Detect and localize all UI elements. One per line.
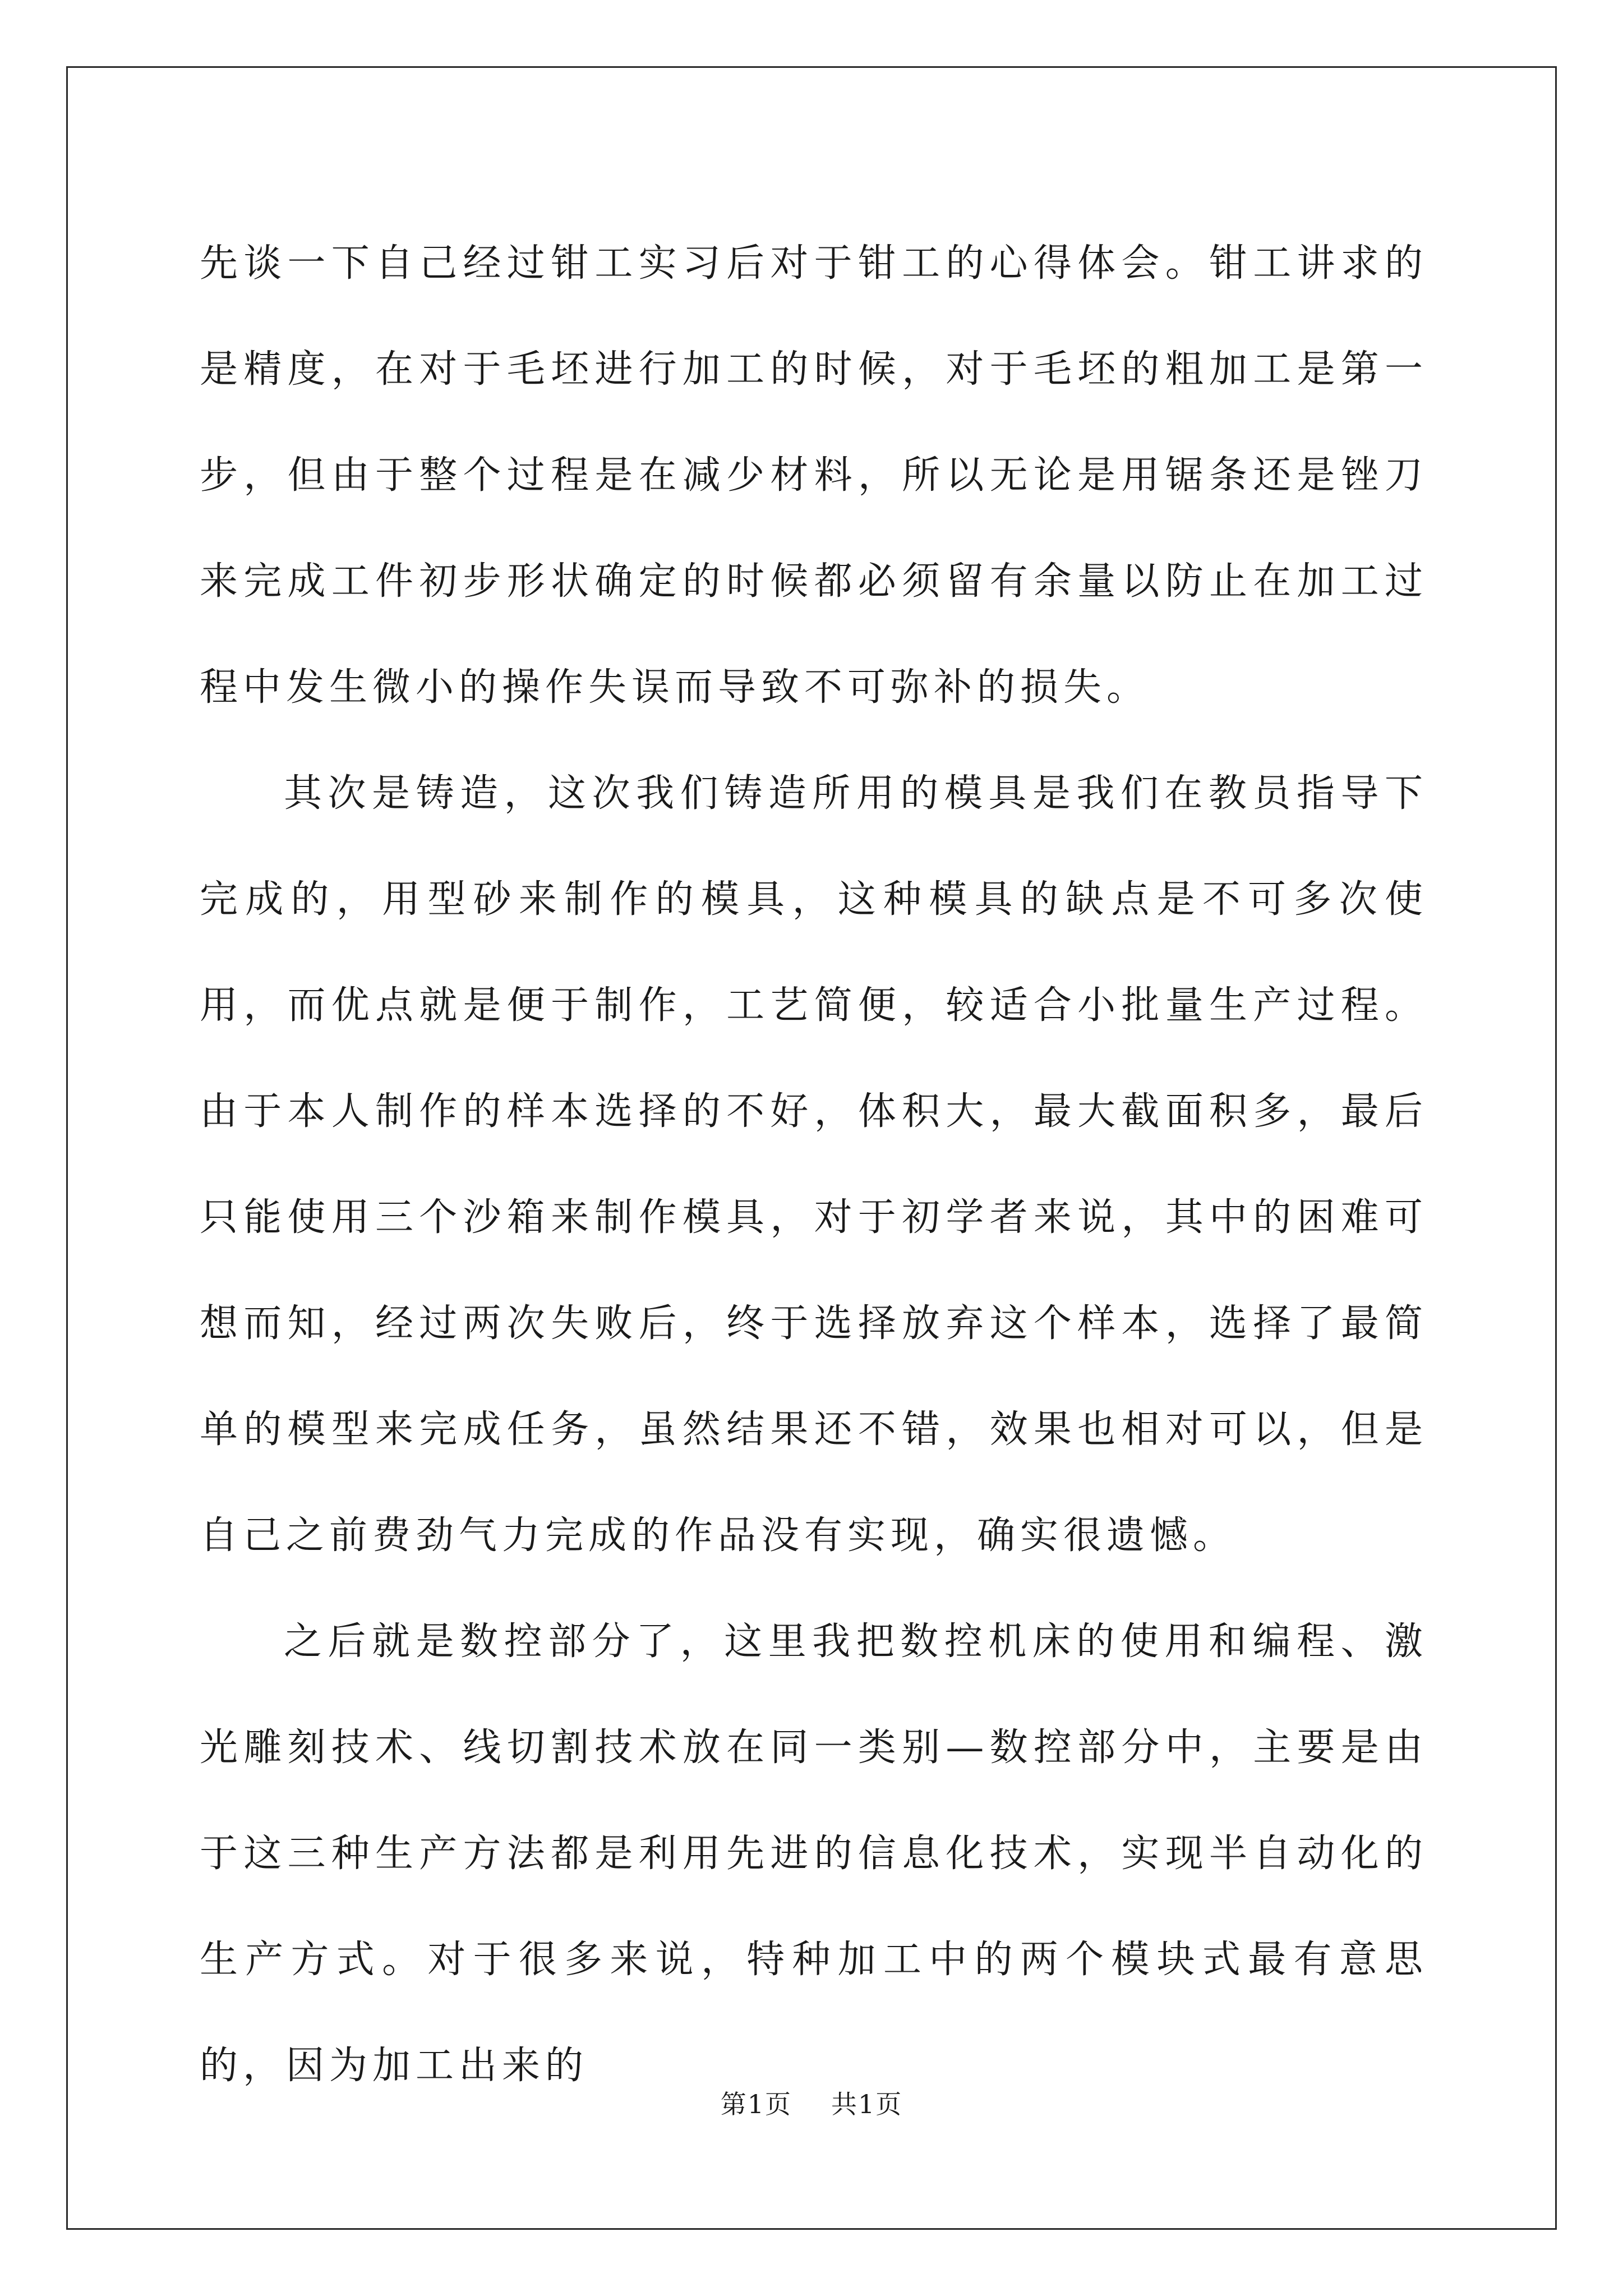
document-body	[200, 210, 1428, 2119]
page-total: 共1页	[831, 2089, 903, 2119]
paragraph-1: 先谈一下自己经过钳工实习后对于钳工的心得体会。钳工讲求的是精度，在对于毛坯进行加工的时候，对于毛坯的粗加工是第一步，但由于整个过程是在减少材料，所以无论是用锯条还是锉刀来完成工件初步形状确定的时候都必须留有余量以防止在加工过程中发生微小的操作失误而导致不可弥补的损失。	[200, 241, 1428, 710]
paragraph-3: 之后就是数控部分了，这里我把数控机床的使用和编程、激光雕刻技术、线切割技术放在同一类别—数控部分中，主要是由于这三种生产方法都是利用先进的信息化技术，实现半自动化的生产方式。对于很多来说，特种加工中的两个模块式最有意思的，因为加工出来的	[200, 1619, 1428, 2088]
page-footer	[0, 2084, 1623, 2121]
paragraph-2: 其次是铸造，这次我们铸造所用的模具是我们在教员指导下完成的，用型砂来制作的模具，这种模具的缺点是不可多次使用，而优点就是便于制作，工艺简便，较适合小批量生产过程。由于本人制作的样本选择的不好，体积大，最大截面积多，最后只能使用三个沙箱来制作模具，对于初学者来说，其中的困难可想而知，经过两次失败后，终于选择放弃这个样本，选择了最简单的模型来完成任务，虽然结果还不错，效果也相对可以，但是自己之前费劲气力完成的作品没有实现，确实很遗憾。	[200, 771, 1428, 1558]
page-number: 第1页	[720, 2089, 792, 2119]
